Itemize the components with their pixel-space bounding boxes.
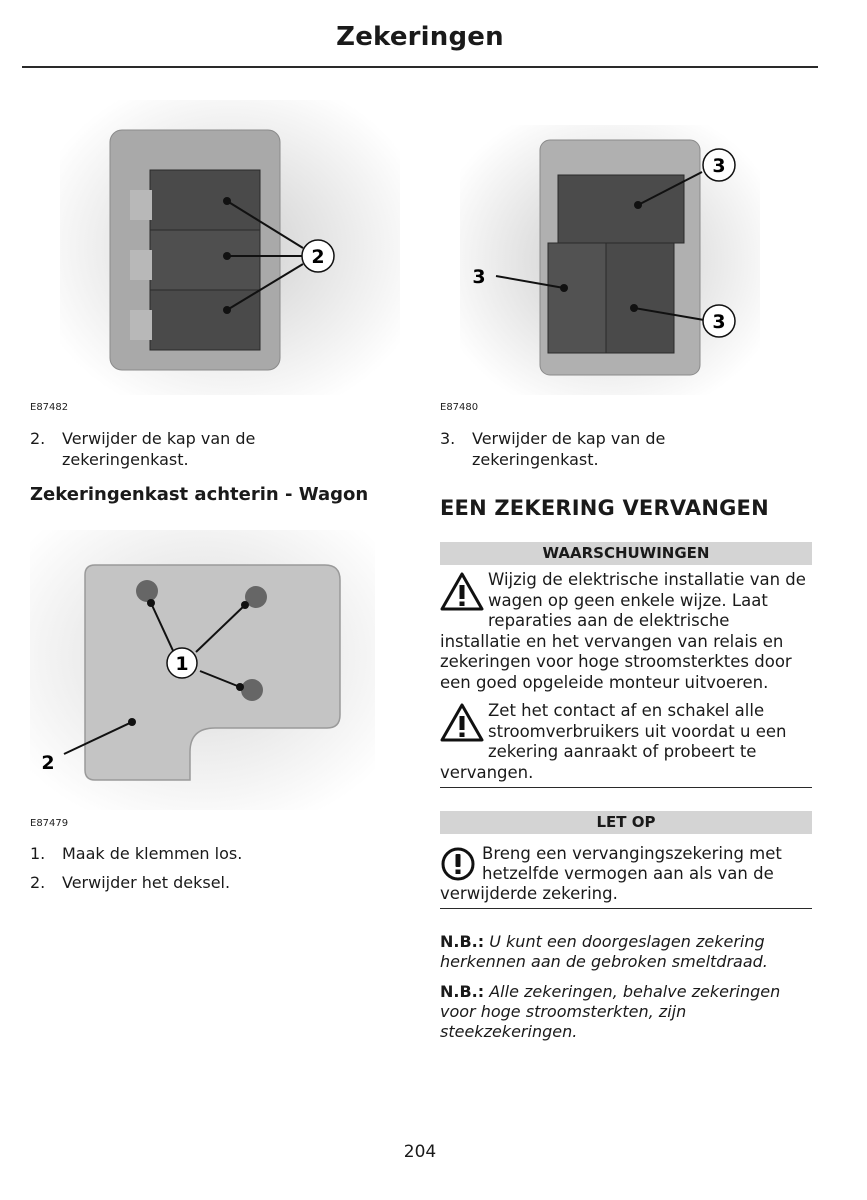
warning-triangle-icon: [440, 572, 484, 612]
warnings-banner: WAARSCHUWINGEN: [440, 542, 812, 565]
caution-divider: [440, 908, 812, 909]
figure-fuse-box-engine: [60, 100, 400, 395]
step-text: Verwijder de kap van de zekeringenkast.: [472, 429, 666, 469]
warning-item: [440, 570, 812, 693]
callout-label: 3: [712, 155, 726, 177]
step-number: 2.: [30, 873, 46, 892]
callout-label: 2: [41, 752, 55, 774]
note-paragraph: [440, 932, 820, 972]
warning-text: Zet het contact af en schakel alle stroomverbruikers uit voordat u een zekering aanraakt of probeert te vervangen.: [440, 701, 787, 782]
caution-text: Breng een vervangingszekering met hetzelfde vermogen aan als van de verwijderde zekering.: [440, 844, 782, 903]
note-label: N.B.:: [440, 932, 485, 951]
figure-fuse-box-boot: [460, 125, 760, 395]
step-number: 1.: [30, 844, 46, 863]
note-label: N.B.:: [440, 982, 485, 1001]
step-text: Maak de klemmen los.: [62, 844, 243, 863]
page-title: Zekeringen: [336, 22, 504, 52]
steps-list-top-left: [30, 428, 370, 478]
steps-list-bottom-left: [30, 843, 370, 901]
page-number: 204: [403, 1142, 437, 1162]
steps-list-top-right: [440, 428, 740, 478]
callout-label: 3: [712, 311, 726, 333]
figure-rear-cover: [30, 530, 375, 810]
note-paragraph: [440, 982, 820, 1042]
callout-label: 2: [311, 246, 325, 268]
caution-banner: LET OP: [440, 811, 812, 834]
caution-exclamation-icon: [440, 846, 476, 882]
list-item: [30, 872, 370, 893]
list-item: [440, 428, 740, 470]
figure-code: E87482: [30, 402, 69, 413]
title-divider: [22, 66, 818, 68]
figure-code: E87480: [440, 402, 479, 413]
warning-item: [440, 701, 812, 783]
warnings-divider: [440, 787, 812, 788]
figure-code: E87479: [30, 818, 69, 829]
note-text: U kunt een doorgeslagen zekering herkennen aan de gebroken smeltdraad.: [440, 932, 768, 971]
note-text: Alle zekeringen, behalve zekeringen voor hoge stroomsterkten, zijn steekzekeringen.: [440, 982, 781, 1041]
warning-text: Wijzig de elektrische installatie van de wagen op geen enkele wijze. Laat reparaties aan de elektrische installatie en het vervangen van relais en zekeringen voor hoge stroomsterktes door een goed opgeleide monteur uitvoeren.: [440, 570, 806, 692]
callout-label: 1: [175, 653, 189, 675]
subheading-wagon: Zekeringenkast achterin - Wagon: [30, 484, 369, 505]
step-text: Verwijder het deksel.: [62, 873, 231, 892]
step-text: Verwijder de kap van de zekeringenkast.: [62, 429, 256, 469]
list-item: [30, 428, 370, 470]
step-number: 3.: [440, 429, 456, 448]
step-number: 2.: [30, 429, 46, 448]
section-heading: EEN ZEKERING VERVANGEN: [440, 496, 769, 520]
caution-item: [440, 844, 812, 904]
list-item: [30, 843, 370, 864]
callout-label: 3: [472, 266, 486, 288]
warning-triangle-icon: [440, 703, 484, 743]
